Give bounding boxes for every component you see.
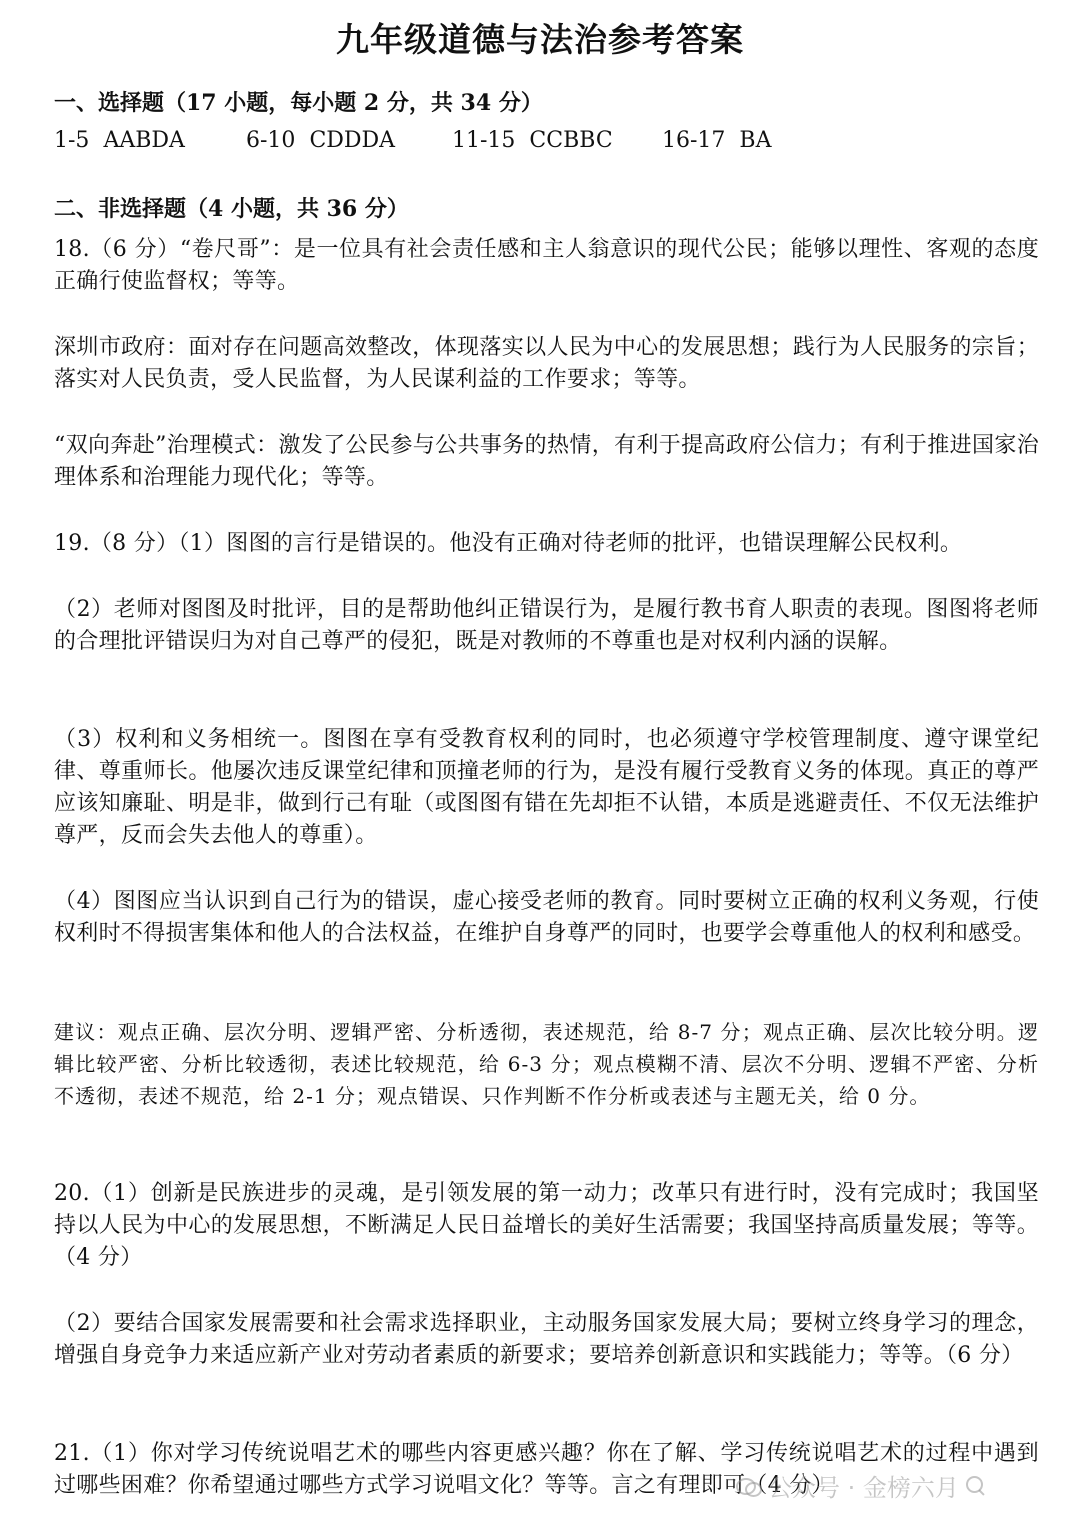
answer-20-part1: 20.（1）创新是民族进步的灵魂，是引领发展的第一动力；改革只有进行时，没有完成时；我国坚持以人民为中心的发展思想，不断满足人民日益增长的美好生活需要；我国坚持高质量发展；等等。（4 分） <box>54 1181 1039 1270</box>
answer-range: 1-5 <box>54 128 90 153</box>
answer-group-1 <box>54 128 185 153</box>
answer-19-part3: （3）权利和义务相统一。图图在享有受教育权利的同时，也必须遵守学校管理制度、遵守课堂纪律、尊重师长。他屡次违反课堂纪律和顶撞老师的行为，是没有履行受教育义务的体现。真正的尊严应该知廉耻、明是非，做到行己有耻（或图图有错在先却拒不认错，本质是逃避责任、不仅无法维护尊严，反而会失去他人的尊重）。 <box>54 727 1039 848</box>
answer-range: 6-10 <box>246 128 296 153</box>
answer-keys: BA <box>739 128 772 153</box>
answer-keys: CCBBC <box>529 128 613 153</box>
answer-keys: AABDA <box>103 128 185 153</box>
search-icon <box>965 1475 987 1497</box>
answer-19-grading-note: 建议：观点正确、层次分明、逻辑严密、分析透彻，表述规范，给 8-7 分；观点正确、层次比较分明。逻辑比较严密、分析比较透彻，表述比较规范，给 6-3 分；观点模糊不清、层次不分明、逻辑不严密、分析不透彻，表述不规范，给 2-1 分；观点错误、只作判断不作分析或表述与主题无关，给 0 分。 <box>54 1020 1039 1108</box>
answer-21-part1: 21.（1）你对学习传统说唱艺术的哪些内容更感兴趣？你在了解、学习传统说唱艺术的过程中遇到过哪些困难？你希望通过哪些方式学习说唱文化？等等。言之有理即可（4 分） <box>54 1441 1039 1498</box>
answer-18-citizen: 18.（6 分）“卷尺哥”：是一位具有社会责任感和主人翁意识的现代公民；能够以理性、客观的态度正确行使监督权；等等。 <box>54 237 1039 294</box>
answer-19-part1: 19.（8 分）（1）图图的言行是错误的。他没有正确对待老师的批评，也错误理解公民权利。 <box>54 531 963 556</box>
answer-group-4 <box>662 128 771 153</box>
answer-19-part4: （4）图图应当认识到自己行为的错误，虚心接受老师的教育。同时要树立正确的权利义务观，行使权利时不得损害集体和他人的合法权益，在维护自身尊严的同时，也要学会尊重他人的权利和感受。 <box>54 889 1039 946</box>
answer-range: 16-17 <box>662 128 726 153</box>
answer-range: 11-15 <box>452 128 516 153</box>
answer-group-2 <box>246 128 395 153</box>
answer-18-governance: “双向奔赴”治理模式：激发了公民参与公共事务的热情，有利于提高政府公信力；有利于推进国家治理体系和治理能力现代化；等等。 <box>54 433 1039 490</box>
wechat-logo-icon <box>736 1475 762 1497</box>
answer-group-3 <box>452 128 613 153</box>
section-choice-heading: 一、选择题（17 小题，每小题 2 分，共 34 分） <box>54 90 543 116</box>
answer-20-part2: （2）要结合国家发展需要和社会需求选择职业，主动服务国家发展大局；要树立终身学习的理念，增强自身竞争力来适应新产业对劳动者素质的新要求；要培养创新意识和实践能力；等等。（6 分） <box>54 1311 1039 1368</box>
page-title: 九年级道德与法治参考答案 <box>336 20 744 59</box>
section-open-heading: 二、非选择题（4 小题，共 36 分） <box>54 196 409 222</box>
watermark <box>736 1468 987 1503</box>
watermark-text: 公众号 · 金榜六月 <box>768 1474 959 1502</box>
answer-keys: CDDDA <box>309 128 396 153</box>
answer-18-government: 深圳市政府：面对存在问题高效整改，体现落实以人民为中心的发展思想；践行为人民服务的宗旨；落实对人民负责，受人民监督，为人民谋利益的工作要求；等等。 <box>54 335 1039 392</box>
answer-19-part2: （2）老师对图图及时批评，目的是帮助他纠正错误行为，是履行教书育人职责的表现。图图将老师的合理批评错误归为对自己尊严的侵犯，既是对教师的不尊重也是对权利内涵的误解。 <box>54 597 1039 654</box>
